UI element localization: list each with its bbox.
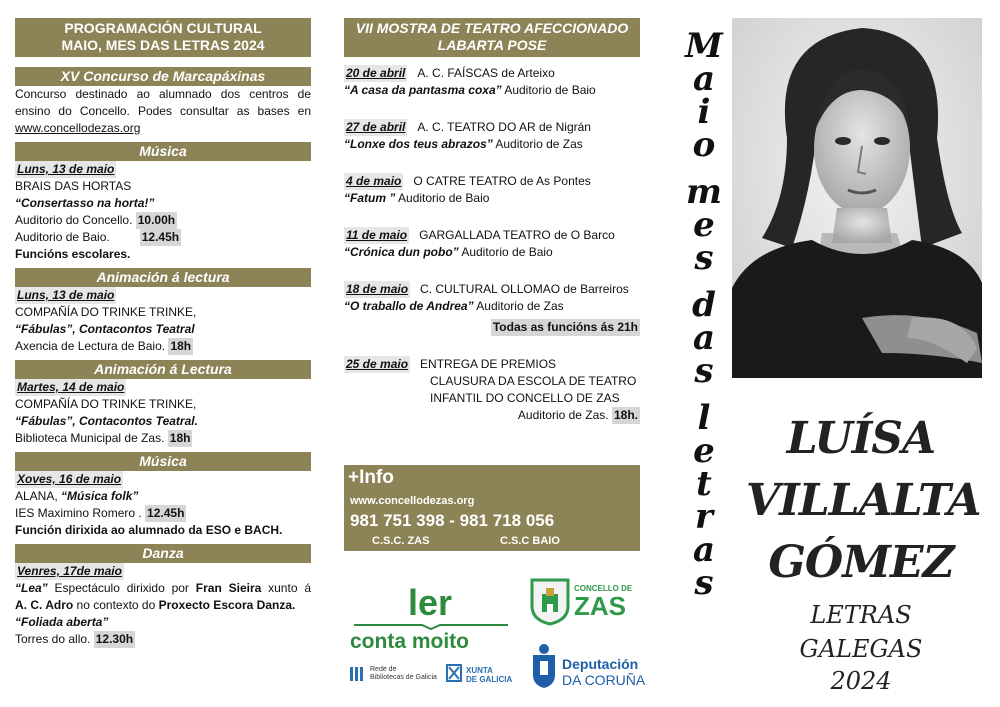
xunta-icon	[446, 664, 462, 682]
section-title-animacion: Animación á lectura	[15, 268, 311, 287]
vertical-letter: M	[685, 26, 723, 66]
venue: Auditorio de Baio	[395, 191, 490, 205]
vertical-letter: a	[692, 530, 716, 570]
info-box	[344, 465, 640, 551]
portrait-illustration	[732, 18, 982, 378]
event-time: 18h	[169, 431, 191, 445]
vertical-letter: s	[694, 563, 714, 603]
show-title: “Fatum ”	[344, 191, 396, 205]
event-date: Xoves, 16 de maio	[17, 472, 122, 486]
section-title-concurso: XV Concurso de Marcapáxinas	[15, 67, 311, 86]
venue: Auditorio de Zas	[492, 137, 583, 151]
vertical-letter: e	[693, 205, 715, 245]
vertical-word	[680, 285, 728, 391]
theatre-header: VII MOSTRA DE TEATRO AFECCIONADO LABARTA POSE	[344, 18, 640, 57]
vertical-letter: s	[694, 238, 714, 278]
middle-column	[344, 18, 640, 424]
bibliotecas-icon	[350, 667, 366, 681]
event-date: 4 de maio	[346, 174, 402, 188]
venue-line: Auditorio do Concello. 10.00h	[15, 213, 176, 227]
theatre-event	[344, 65, 640, 99]
all-times-note: Todas as funcións ás 21h	[492, 320, 638, 334]
company-name: COMPAÑÍA DO TRINKE TRINKE,	[15, 305, 197, 319]
vertical-letter: a	[692, 59, 716, 99]
vertical-title	[680, 26, 728, 603]
vertical-letter: l	[697, 398, 711, 438]
vertical-letter: r	[695, 497, 713, 537]
show-title: “O traballo de Andrea”	[344, 299, 474, 313]
venue-line: Auditorio de Baio. 12.45h	[15, 230, 180, 244]
event-time: 12.45h	[147, 506, 185, 520]
theatre-event	[344, 173, 640, 207]
final-event: 25 de maio ENTREGA DE PREMIOS CLAUSURA DA ESCOLA DE TEATRO INFANTIL DO CONCELLO DE ZAS Auditorio de Zas. 18h.	[346, 357, 638, 422]
vertical-word	[680, 172, 728, 278]
vertical-letter: o	[692, 125, 716, 165]
show-title: “A casa da pantasma coxa”	[344, 83, 502, 97]
portrait-photo	[732, 18, 982, 378]
show-title: “Consertasso na horta!”	[15, 196, 155, 210]
vertical-letter: e	[693, 431, 715, 471]
show-title: “Foliada aberta”	[15, 615, 109, 629]
honoree-surname-1: VILLALTA	[746, 475, 981, 526]
event-date: 25 de maio	[346, 357, 409, 371]
venue-line: Torres do allo. 12.30h	[15, 632, 134, 646]
ler-underline-icon	[352, 622, 510, 630]
concello-link[interactable]: www.concellodezas.org	[15, 121, 141, 135]
theatre-event	[344, 119, 640, 153]
event-date: Luns, 13 de maio	[17, 288, 115, 302]
danza-description: “Lea” Espectáculo dirixido por Fran Sieira xunto á	[15, 581, 311, 595]
event-note: Funcións escolares.	[15, 247, 131, 261]
programme-header: PROGRAMACIÓN CULTURAL MAIO, MES DAS LETRAS 2024	[15, 18, 311, 57]
event-date: 18 de maio	[346, 282, 409, 296]
info-website-link[interactable]: www.concellodezas.org	[350, 495, 475, 507]
vertical-letter: s	[694, 351, 714, 391]
group-name: A. C. FAÍSCAS de Arteixo	[417, 66, 555, 80]
honoree-surname-2: GÓMEZ	[768, 537, 954, 588]
info-phones: 981 751 398 - 981 718 056	[350, 511, 555, 530]
event-date: 27 de abril	[346, 120, 406, 134]
venue: Auditorio de Baio	[458, 245, 553, 259]
honoree-name-block	[746, 408, 981, 696]
venue: Auditorio de Zas	[473, 299, 564, 313]
group-name: O CATRE TEATRO de As Pontes	[413, 174, 591, 188]
show-title: “Fábulas”, Contacontos Teatral.	[15, 414, 198, 428]
show-title: “Crónica dun pobo”	[344, 245, 459, 259]
show-title: “Música folk”	[61, 489, 139, 503]
vertical-letter: t	[696, 464, 712, 504]
info-centre-baio: C.S.C BAIO	[500, 535, 560, 547]
event-time: 18h	[170, 339, 192, 353]
venue-line: IES Maximino Romero . 12.45h	[15, 506, 185, 520]
company-name: COMPAÑÍA DO TRINKE TRINKE,	[15, 397, 197, 411]
event-date: Martes, 14 de maio	[17, 380, 125, 394]
event-date: Venres, 17de maio	[17, 564, 122, 578]
vertical-letter: i	[697, 92, 711, 132]
honoree-first-name: LUÍSA	[786, 413, 936, 464]
concurso-text: Concurso destinado ao alumnado dos centros de ensino do Concello. Podes consultar as bases en www.concellodezas.org	[15, 87, 311, 135]
event-date: 20 de abril	[346, 66, 406, 80]
section-title-danza: Danza	[15, 544, 311, 563]
vertical-letter: m	[686, 172, 722, 212]
event-time: 12.30h	[95, 632, 134, 646]
section-title-animacion-2: Animación á Lectura	[15, 360, 311, 379]
group-name: C. CULTURAL OLLOMAO de Barreiros	[420, 282, 629, 296]
event-date: 11 de maio	[346, 228, 408, 242]
theatre-event	[344, 227, 640, 261]
vertical-word	[680, 398, 728, 603]
event-time: 12.45h	[141, 230, 180, 244]
artist-name: BRAIS DAS HORTAS	[15, 179, 132, 193]
group-name: A. C. TEATRO DO AR de Nigrán	[417, 120, 591, 134]
letras-galegas-subtitle: LETRAS GALEGAS	[799, 601, 923, 663]
show-title: “Fábulas”, Contacontos Teatral	[15, 322, 195, 336]
venue: Auditorio de Zas.	[517, 408, 609, 422]
artist-name: ALANA,	[15, 489, 58, 503]
group-name: GARGALLADA TEATRO de O Barco	[419, 228, 615, 242]
info-title: +Info	[348, 467, 394, 488]
year: 2024	[830, 667, 892, 695]
vertical-word	[680, 26, 728, 165]
event-note: Función dirixida ao alumnado da ESO e BACH.	[15, 523, 283, 537]
section-title-musica-2: Música	[15, 452, 311, 471]
vertical-letter: d	[692, 285, 716, 325]
left-column: PROGRAMACIÓN CULTURAL MAIO, MES DAS LETRAS 2024 XV Concurso de Marcapáxinas Concurso destinado ao alumnado dos centros de ensino do Concello. Podes consultar as bases en www.concellodezas.org Música Luns, 13 de maio BRAIS DAS HORTAS “Consertasso na horta!” Auditorio do Concello. 10.00h Auditorio de Baio. 12.45h Funcións escolares. Animación á lectura Luns, 13 de maio COMPAÑÍA DO TRINKE TRINKE, “Fábulas”, Contacontos Teatral Axencia de Lectura de Baio. 18h Animación á Lectura Martes, 14 de maio COMPAÑÍA DO TRINKE TRINKE, “Fábulas”, Contacontos Teatral. Biblioteca Municipal de Zas. 18h Música Xoves, 16 de maio ALANA, “Música folk” IES Maximino Romero . 12.45h Función dirixida ao alumnado da ESO e BACH. Danza Venres, 17de maio “Lea” Espectáculo dirixido por Fran Sieira xunto á A. C. Adro no contexto do Proxecto Escora Danza. “Foliada aberta” Torres do allo. 12.30h	[15, 20, 311, 646]
venue-line: Biblioteca Municipal de Zas. 18h	[15, 431, 191, 445]
zas-shield-icon	[530, 578, 570, 626]
section-title-musica: Música	[15, 142, 311, 161]
venue: Auditorio de Baio	[501, 83, 596, 97]
vertical-letter: a	[692, 318, 716, 358]
info-centre-zas: C.S.C. ZAS	[372, 535, 430, 547]
event-time: 10.00h	[137, 213, 176, 227]
theatre-event	[344, 281, 640, 315]
event-time: 18h.	[613, 408, 638, 422]
deputacion-crest-icon	[530, 643, 558, 689]
event-date: Luns, 13 de maio	[17, 162, 115, 176]
venue-line: Axencia de Lectura de Baio. 18h	[15, 339, 192, 353]
show-title: “Lonxe dos teus abrazos”	[344, 137, 493, 151]
